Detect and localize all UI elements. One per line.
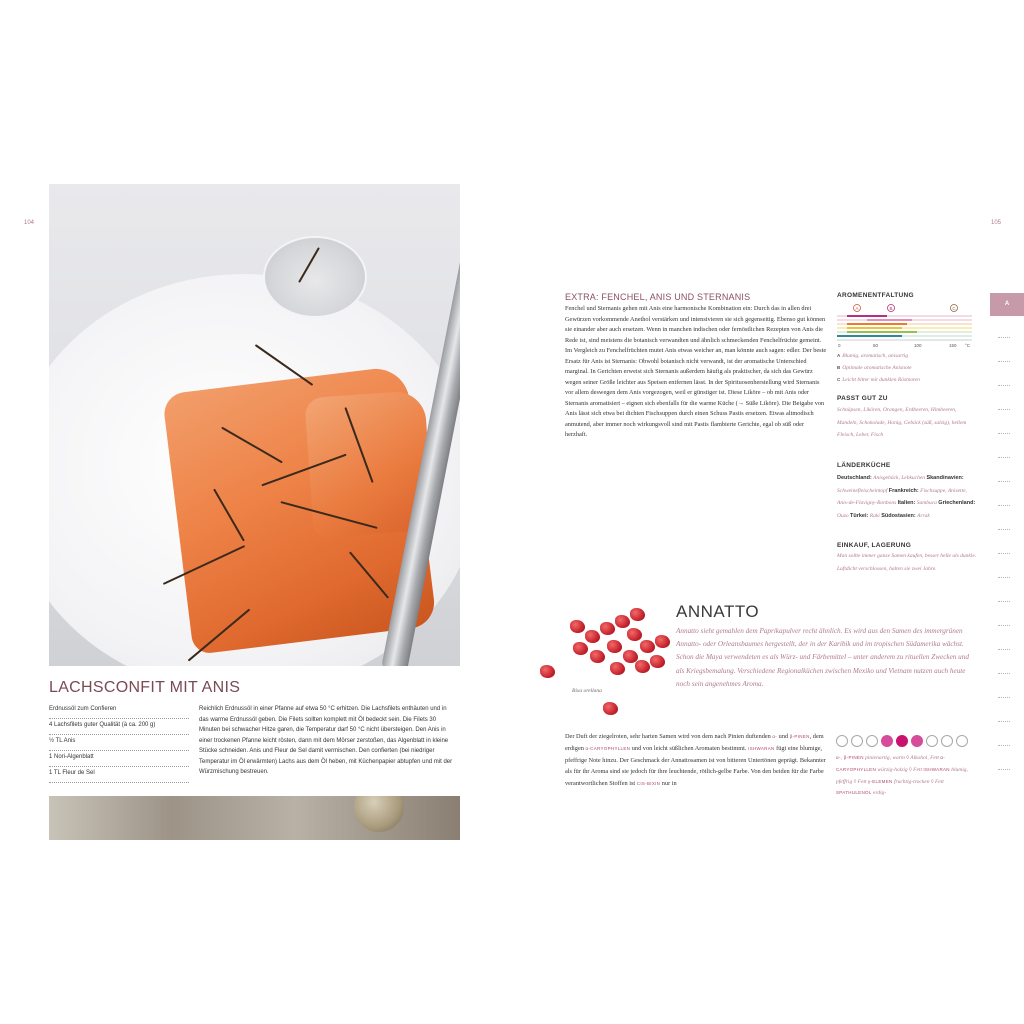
cuisine-text: Deutschland: Anisgebäck, Lebkuchen Skandinavien: Schweinefleischeintopf Frankreich: Fischsuppe, Anisette, Anis-de-Flavigny-Bonbons Italien: Sambuca Griechenland: Ouzo Türkei: Raki Südostasien: Arrak	[837, 475, 976, 519]
profile-circle-empty	[956, 735, 968, 747]
aroma-legend-item: B Optimale aromatische Anisnote	[837, 365, 912, 371]
aroma-scale-0: 0	[838, 343, 841, 348]
annatto-seed	[603, 702, 618, 715]
ingredient-list	[49, 703, 189, 783]
tab-divider	[998, 433, 1010, 434]
annatto-seed	[600, 622, 615, 635]
tab-divider	[998, 481, 1010, 482]
tab-divider	[998, 649, 1010, 650]
tab-divider	[998, 673, 1010, 674]
tab-divider	[998, 409, 1010, 410]
tab-divider	[998, 553, 1010, 554]
profile-circle-empty	[926, 735, 938, 747]
tab-divider	[998, 337, 1010, 338]
ingredient-item: 4 Lachsfilets guter Qualität (à ca. 200 g)	[49, 719, 189, 735]
annatto-heading: ANNATTO	[676, 602, 760, 621]
recipe-title: LACHSCONFIT MIT ANIS	[49, 679, 241, 696]
tab-divider	[998, 745, 1010, 746]
annatto-seed	[635, 660, 650, 673]
annatto-intro: Annatto sieht gemahlen dem Paprikapulver recht ähnlich. Es wird aus den Samen des immergrünen Annatto- oder Orleansbaumes hergestellt, der in der Karibik und im tropischen Südamerika wächst. Schon die Maya verwendeten es als Würz- und Färbemittel – unter anderem zu rituellen Zwecken und als Kriegsbemalung. Verschiedene Regionalküchen zwischen Mexiko und Vietnam nutzen auch heute noch sein angenehmes Aroma.	[676, 627, 969, 688]
aroma-marker-a: A	[855, 306, 859, 311]
profile-circle-pink	[911, 735, 923, 747]
storage-heading: EINKAUF, LAGERUNG	[837, 542, 912, 549]
annatto-body: Der Duft der ziegelroten, sehr harten Samen wird von dem nach Pinien duftenden α- und β-PINEN, dem erdigen α-CARYOPHYLLEN und von leicht süßlichen Aromaten bestimmt. ISHWARAN fügt eine blumige, pfeffrige Note hinzu. Der Geschmack der Annattosamen ist von bitteren Untertönen geprägt. Bekannter als für ihr Aroma sind sie jedoch für ihre leuchtende, rötlich-gelbe Farbe. Von den beiden für die Farbe verantwortlichen Stoffen ist CIS-BIXIN nur in	[565, 733, 826, 788]
annatto-seed	[655, 635, 670, 648]
pairs-text: Schnäpsen, Likören, Orangen, Erdbeeren, Himbeeren, Mandeln, Schokolade, Honig, Gebäck (süß, salzig), hellem Fleisch, Leber, Fisch	[837, 407, 967, 438]
annatto-seed	[570, 620, 585, 633]
aroma-legend-item: A Blumig, aromatisch, anisartig	[837, 353, 909, 359]
aroma-profile-circles	[836, 735, 968, 747]
storage-text: Man sollte immer ganze Samen kaufen, besser helle als dunkle. Luftdicht verschlossen, halten sie zwei Jahre.	[837, 553, 977, 572]
annatto-seed	[573, 642, 588, 655]
page-number-right: 105	[991, 220, 1002, 226]
spice-glass	[263, 236, 367, 318]
tab-divider	[998, 577, 1010, 578]
tab-divider	[998, 625, 1010, 626]
aroma-scale-150: 150	[949, 343, 957, 348]
profile-circle-empty	[836, 735, 848, 747]
profile-circle-pink	[881, 735, 893, 747]
profile-circle-empty	[851, 735, 863, 747]
tab-divider	[998, 769, 1010, 770]
annatto-seed	[540, 665, 555, 678]
recipe-method: Reichlich Erdnussöl in einer Pfanne auf etwa 50 °C erhitzen. Die Lachsfilets enthäuten und in das warme Erdnussöl geben. Die Filets sollten komplett mit Öl bedeckt sein. Die Filets 30 Minuten bei schwacher Hitze garen, die Temperatur darf 50 °C nicht übersteigen. Den Anis in einer trockenen Pfanne leicht rösten, dann mit dem Mörser zerstoßen, das Algenblatt in kleine Stücke schneiden. Anis und Fleur de Sel damit vermischen. Den confierten (bei niedriger Temperatur im Öl erwärmten) Lachs aus dem Öl heben, mit Küchenpapier abtupfen und mit der Würzmischung bestreuen.	[199, 706, 453, 775]
pairs-heading: PASST GUT ZU	[837, 395, 888, 402]
extra-heading: EXTRA: FENCHEL, ANIS UND STERNANIS	[565, 292, 751, 302]
salmon-dish-photo	[49, 184, 460, 666]
tab-divider	[998, 529, 1010, 530]
ingredient-item: Erdnussöl zum Confieren	[49, 703, 189, 719]
tab-divider	[998, 697, 1010, 698]
annatto-seeds-photo	[535, 600, 675, 725]
coin	[354, 796, 404, 832]
aroma-legend-item: C Leicht bitter mit dunklen Röstnoten	[837, 377, 920, 383]
annatto-seed	[615, 615, 630, 628]
aroma-scale-50: 50	[873, 343, 879, 348]
page-number-left: 104	[24, 220, 35, 226]
profile-circle-empty	[866, 735, 878, 747]
aroma-legend	[837, 350, 977, 386]
tab-divider	[998, 385, 1010, 386]
aroma-scale-100: 100	[914, 343, 922, 348]
annatto-seed	[640, 640, 655, 653]
bottom-photo-strip	[49, 796, 460, 840]
annatto-seed	[650, 655, 665, 668]
profile-circle-empty	[941, 735, 953, 747]
ingredient-item: 1 TL Fleur de Sel	[49, 767, 189, 783]
cuisine-heading: LÄNDERKÜCHE	[837, 462, 891, 469]
annatto-seed	[607, 640, 622, 653]
aroma-compounds: α-, β-PINEN pinienartig, warm ◊ Alkohol, Fett α-CARYOPHYLLEN würzig-holzig ◊ Fett ISHWARAN blumig, pfeffrig ◊ Fett γ-ELEMEN fruchtig-trocken ◊ Fett SPATHULENOL erdig-	[836, 755, 968, 797]
tab-divider	[998, 601, 1010, 602]
tab-divider	[998, 721, 1010, 722]
aroma-temperature-chart	[837, 303, 977, 351]
annatto-seed	[627, 628, 642, 641]
ingredient-item: 1 Nori-Algenblatt	[49, 751, 189, 767]
ingredient-item: ½ TL Anis	[49, 735, 189, 751]
profile-circle-magenta	[896, 735, 908, 747]
annatto-seed	[610, 662, 625, 675]
annatto-seed	[630, 608, 645, 621]
aroma-marker-b: B	[889, 306, 893, 311]
annatto-seed	[585, 630, 600, 643]
botanical-name: Bixa orellana	[572, 688, 602, 694]
tab-divider	[998, 361, 1010, 362]
tab-divider	[998, 457, 1010, 458]
annatto-seed	[590, 650, 605, 663]
aroma-marker-c: C	[952, 306, 956, 311]
extra-text: Fenchel und Sternanis gehen mit Anis eine harmonische Kombination ein: Durch das in allen drei Gewürzen vorkommende Anethol verstärken und intensivieren sie sich gegenseitig. Ebenso gut können sie einander aber auch ersetzen. Wenn in manchen indischen oder fernöstlichen Rezepten von Anis die Rede ist, sind meistens die botanisch verwandten und ähnlich schmeckenden Fenchelfrüchte gemeint. Im Vergleich zu Fenchelfrüchten mutet Anis etwas weicher an, man könnte auch sagen: edler. Der beste Ersatz für Anis ist Sternanis: Obwohl botanisch nicht verwandt, ist der aromatische Unterschied marginal. In Gerichten erweist sich Sternanis außerdem häufig als praktischer, da sich das Gewürz wegen seiner Größe leichter aus Speisen entfernen lässt. In der Spirituosenherstellung wird Sternanis vor allem deswegen dem Anis vorgezogen, weil er günstiger ist. Diese Liköre – ob mit Anis oder Sternanis aromatisiert – eignen sich ebenfalls für die warme Küche (→ Süße Liköre). Die Beigabe von Anis lässt sich etwa bei dichten Fischsuppen durch einen Schuss Pastis ersetzen. Etwas altmodisch anmutend, aber immer noch wirkungsvoll sind mit Pastis flambierte Gerichte, egal ob süß oder herzhaft.	[565, 305, 827, 438]
aroma-scale-unit: °C	[965, 343, 971, 348]
alphabet-tab[interactable]: A	[990, 293, 1024, 316]
tab-divider	[998, 505, 1010, 506]
aroma-heading: AROMENENTFALTUNG	[837, 292, 914, 299]
